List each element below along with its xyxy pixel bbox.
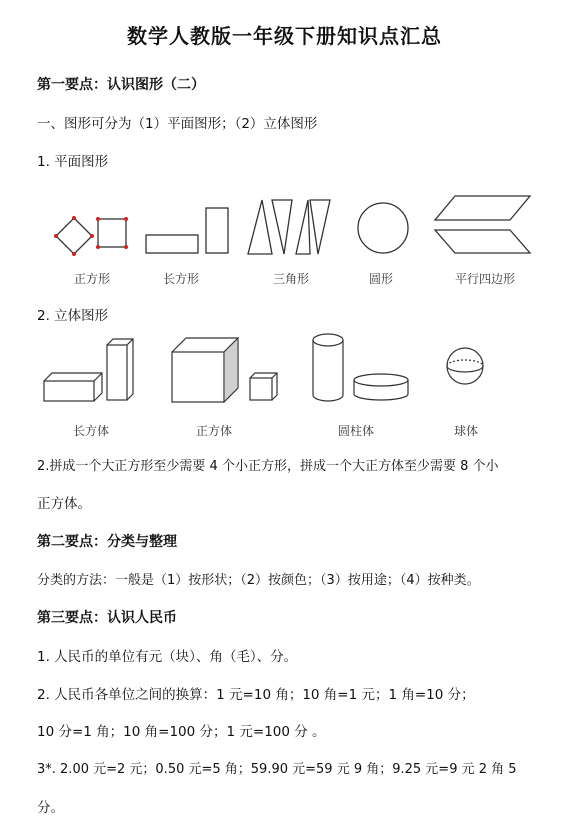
triangle-shape-1 [248, 200, 272, 254]
tall-rectangle-shape [206, 208, 228, 253]
rmb-examples-line-2: 分。 [37, 800, 64, 816]
note-line-2: 正方体。 [37, 496, 91, 512]
rmb-conversion-line-2: 10 分=1 角；10 角=100 分；1 元=100 分 。 [37, 724, 326, 740]
label-cylinder: 圆柱体 [337, 424, 374, 438]
plane-shapes-heading: 1. 平面图形 [37, 154, 109, 170]
parallelogram-shape-1 [435, 196, 530, 220]
section-heading-classification: 第二要点：分类与整理 [37, 534, 177, 550]
shape-categories-line: 一、图形可分为（1）平面图形；（2）立体图形 [37, 116, 318, 132]
parallelogram-shape-2 [435, 230, 530, 253]
flat-cuboid-shape [44, 381, 94, 401]
triangle-shape-4 [310, 200, 330, 254]
rmb-conversion-line-1: 2. 人民币各单位之间的换算：1 元=10 角；10 角=1 元；1 角=10 分； [37, 687, 475, 703]
label-cube: 正方体 [195, 424, 232, 438]
big-cube-shape [172, 352, 224, 402]
label-rectangle: 长方形 [162, 272, 199, 286]
section-heading-shapes: 第一要点：认识图形（二） [37, 77, 205, 93]
solid-shapes-heading: 2. 立体图形 [37, 308, 109, 324]
small-cube-shape [250, 378, 272, 400]
square-shape [98, 219, 126, 247]
tall-cuboid-shape [107, 345, 127, 400]
sphere-shape [447, 348, 483, 384]
label-circle: 圆形 [368, 272, 393, 286]
triangle-shape-2 [272, 200, 292, 254]
note-line-1: 2.拼成一个大正方形至少需要 4 个小正方形，拼成一个大正方体至少需要 8 个小 [37, 459, 499, 474]
rotated-square-shape [56, 218, 92, 254]
classification-methods-line: 分类的方法：一般是（1）按形状；（2）按颜色；（3）按用途；（4）按种类。 [37, 573, 480, 588]
section-heading-rmb: 第三要点：认识人民币 [37, 610, 177, 626]
triangle-shape-3 [296, 200, 310, 254]
circle-shape [358, 203, 408, 253]
label-triangle: 三角形 [272, 272, 309, 286]
rmb-units-line: 1. 人民币的单位有元（块）、角（毛）、分。 [37, 649, 298, 665]
label-cuboid: 长方体 [72, 424, 109, 438]
label-parallelogram: 平行四边形 [454, 272, 515, 286]
tall-cylinder-shape [313, 334, 343, 401]
flat-cylinder-shape [354, 374, 408, 400]
long-rectangle-shape [146, 235, 198, 253]
label-sphere: 球体 [453, 424, 478, 438]
rmb-examples-line-1: 3*. 2.00 元=2 元；0.50 元=5 角；59.90 元=59 元 9 角；9.25 元=9 元 2 角 5 [37, 762, 517, 777]
page-title: 数学人教版一年级下册知识点汇总 [127, 24, 442, 48]
label-square: 正方形 [73, 272, 110, 286]
